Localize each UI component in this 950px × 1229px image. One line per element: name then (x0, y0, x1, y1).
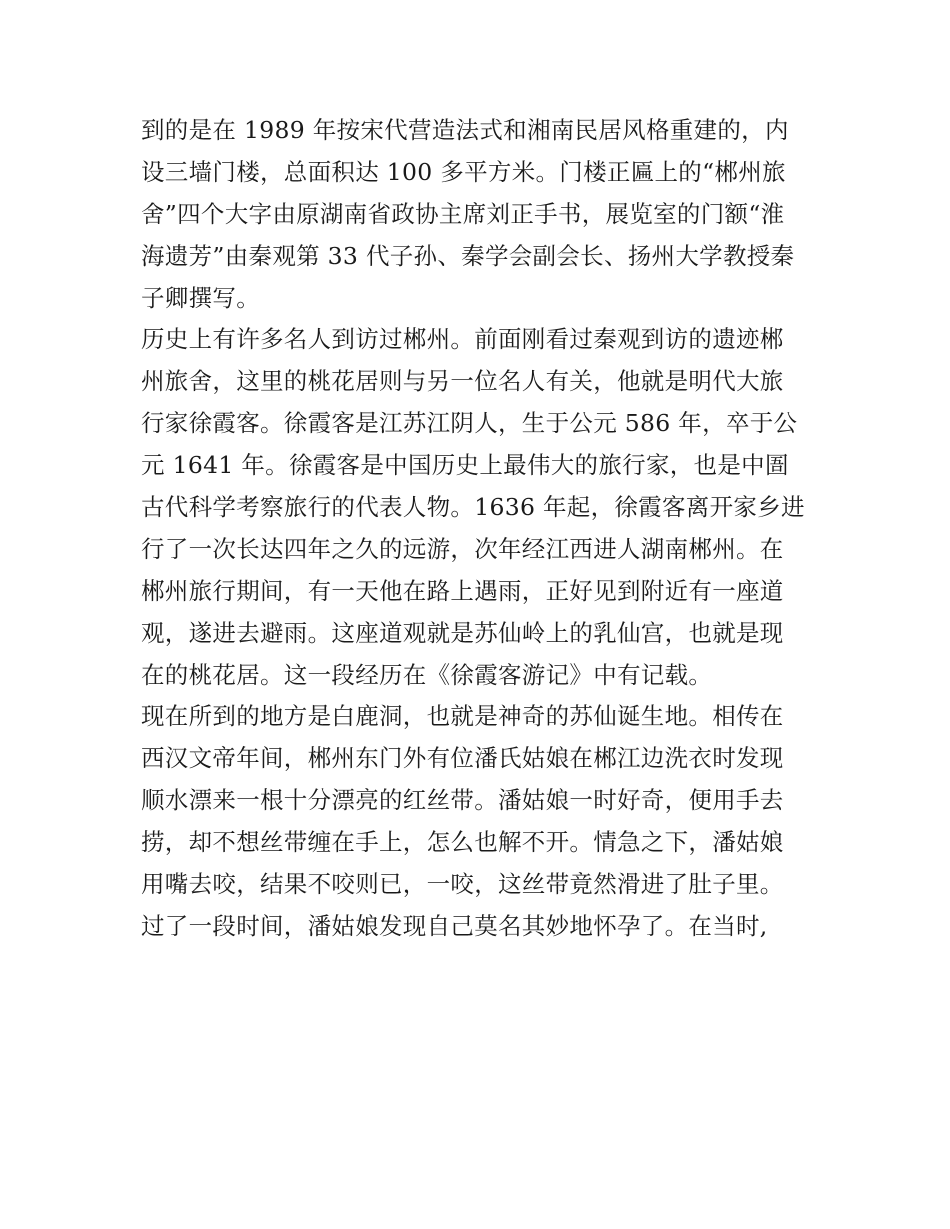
text-line-17: 顺水漂来一根十分漂亮的红丝带。潘姑娘一时好奇，便用手去 (141, 786, 784, 815)
text-line-4: 海遗芳”由秦观第 33 代子孙、秦学会副会长、扬州大学教授秦 (141, 241, 795, 270)
text-line-14: 在的桃花居。这一段经历在《徐霞客游记》中有记载。 (141, 660, 713, 689)
text-line-13: 观，遂进去避雨。这座道观就是苏仙岭上的乳仙宫，也就是现 (141, 618, 784, 647)
text-line-1: 到的是在 1989 年按宋代营造法式和湘南民居风格重建的，内 (141, 116, 789, 144)
text-line-19: 用嘴去咬，结果不咬则已，一咬，这丝带竟然滑进了肚子里。 (141, 870, 784, 899)
text-line-2: 设三墙门楼，总面积达 100 多平方米。门楼正匾上的“郴州旅 (141, 157, 786, 186)
text-line-5: 子卿撰写。 (141, 283, 260, 312)
text-line-12: 郴州旅行期间，有一天他在路上遇雨，正好见到附近有一座道 (141, 576, 784, 605)
text-line-16: 西汉文帝年间，郴州东门外有位潘氏姑娘在郴江边洗衣时发现 (141, 744, 784, 773)
text-line-18: 捞，却不想丝带缠在手上，怎么也解不开。情急之下，潘姑娘 (141, 828, 784, 857)
text-line-8: 行家徐霞客。徐霞客是江苏江阴人，生于公元 586 年，卒于公 (141, 409, 798, 438)
text-line-6: 历史上有许多名人到访过郴州。前面刚看过秦观到访的遗迹郴 (141, 325, 784, 354)
text-line-3: 舍”四个大字由原湖南省政协主席刘正手书，展览室的门额“淮 (141, 199, 785, 228)
text-line-20: 过了一段时间，潘姑娘发现自己莫名其妙地怀孕了。在当时, (141, 911, 768, 940)
text-line-7: 州旅舍，这里的桃花居则与另一位名人有关，他就是明代大旅 (141, 367, 784, 396)
body-text (141, 110, 821, 948)
text-line-10: 古代科学考察旅行的代表人物。1636 年起，徐霞客离开家乡进 (141, 493, 805, 522)
text-line-15: 现在所到的地方是白鹿洞，也就是神奇的苏仙诞生地。相传在 (141, 702, 784, 731)
text-line-9: 元 1641 年。徐霞客是中国历史上最伟大的旅行家，也是中圄 (141, 451, 789, 480)
text-line-11: 行了一次长达四年之久的远游，次年经江西进人湖南郴州。在 (141, 534, 784, 563)
